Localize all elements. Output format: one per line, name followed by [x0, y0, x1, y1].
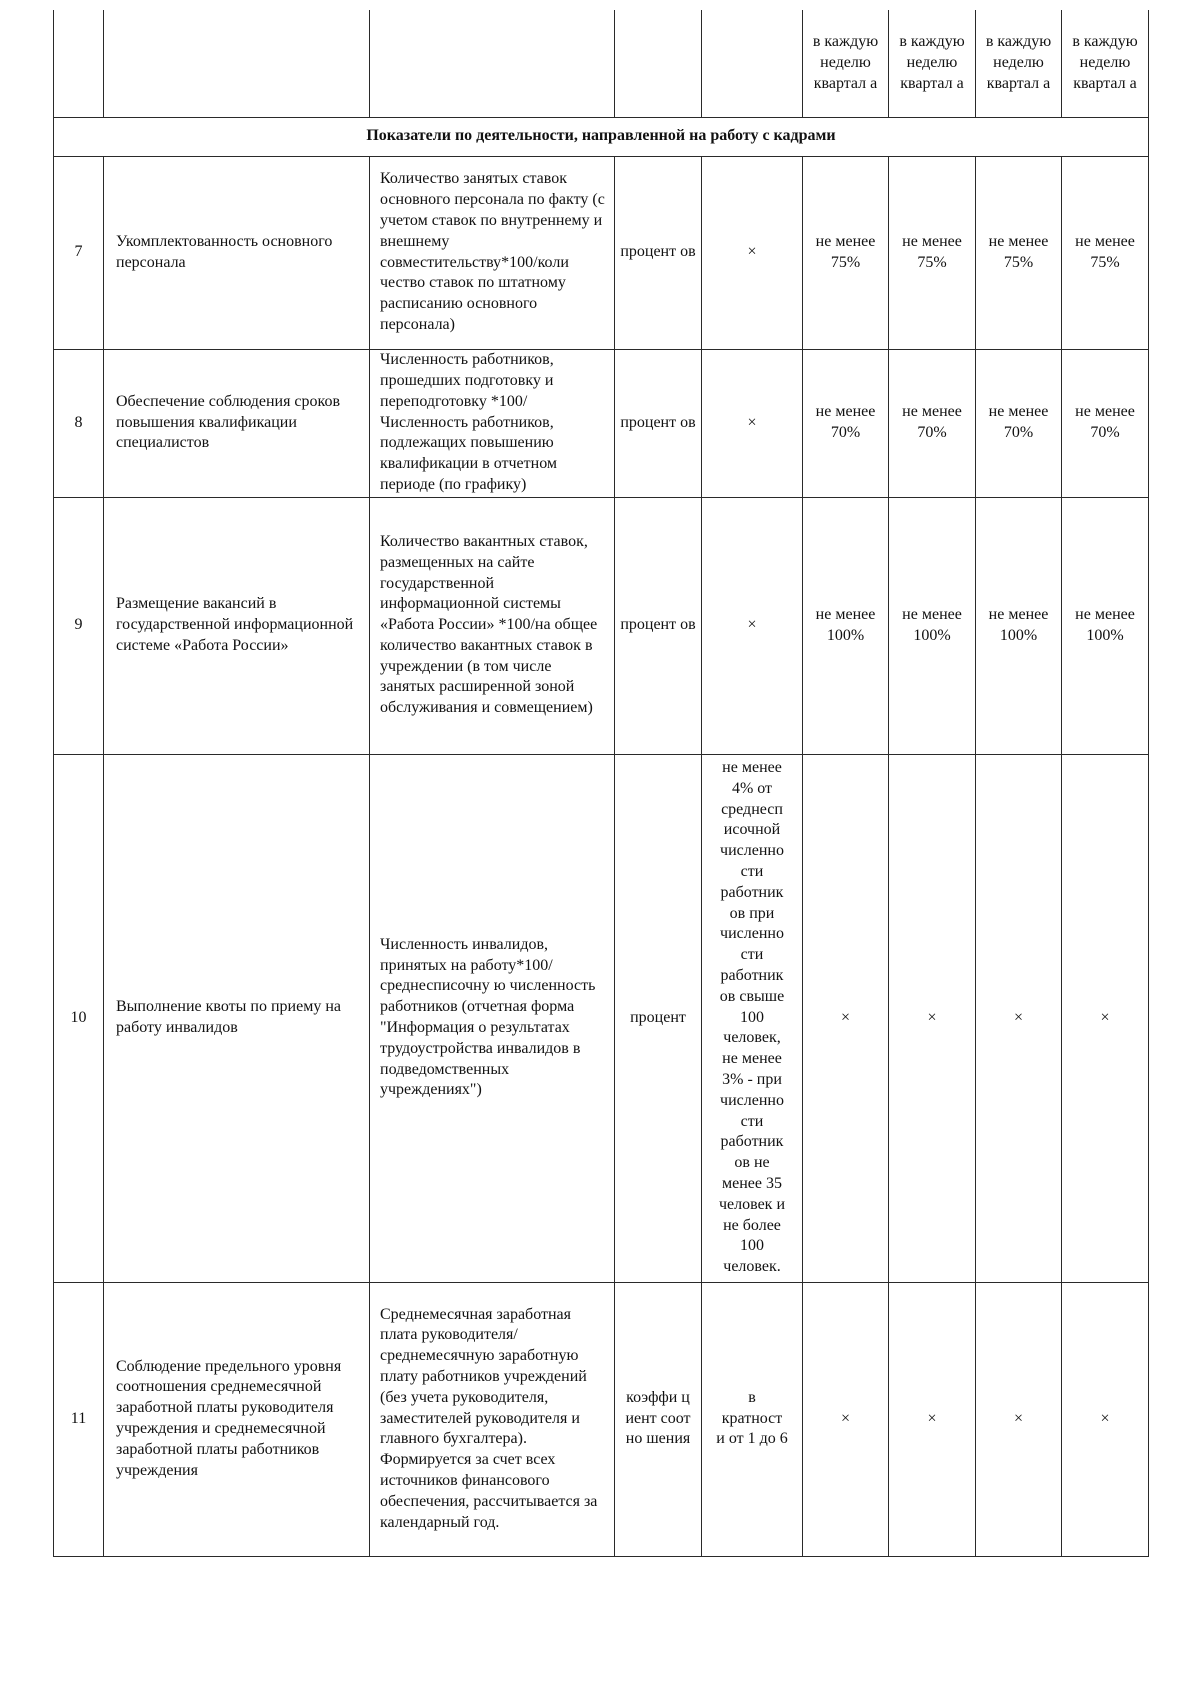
target-value [889, 349, 976, 497]
target-value [803, 497, 889, 754]
row-number: 11 [54, 1282, 104, 1556]
row-number: 8 [54, 349, 104, 497]
empty-cell [615, 10, 702, 117]
calculation-formula: Количество занятых ставок основного персонала по факту (с учетом ставок по внутреннему и внешнему совместительству*100/коли чество ставок по штатному расписанию основного персонала) [370, 156, 615, 349]
period-cell [976, 10, 1062, 117]
table-row [54, 754, 1149, 1282]
unit-text: коэффи циент соотно шения [625, 1388, 691, 1448]
target-text: не менее 100% [988, 605, 1049, 644]
period-text: в каждую неделю квартал а [1072, 33, 1138, 92]
target-text: не менее 100% [815, 605, 876, 644]
unit-of-measure [615, 156, 702, 349]
empty-cell [54, 10, 104, 117]
target-value [976, 349, 1062, 497]
continuation-row [54, 10, 1149, 117]
indicator-name: Укомплектованность основного персонала [104, 156, 370, 349]
target-value: × [889, 754, 976, 1282]
unit-text: процент ов [620, 413, 696, 431]
target-value: × [1062, 1282, 1149, 1556]
target-text: не менее 75% [1075, 232, 1135, 271]
period-cell [803, 10, 889, 117]
target-text: не менее 70% [902, 403, 962, 441]
norm-value [702, 1282, 803, 1556]
empty-cell [370, 10, 615, 117]
calculation-formula: Количество вакантных ставок, размещенных на сайте государственной информационной системы «Работа России» *100/на общее количество вакантных ставок в учреждении (в том числе занятых расширенной зоной обслуживания и совмещением) [370, 497, 615, 754]
unit-text: процент ов [620, 616, 696, 634]
target-text: не менее 75% [815, 232, 876, 271]
period-text: в каждую неделю квартал а [899, 33, 965, 92]
target-value: × [803, 1282, 889, 1556]
norm-text: не менее 4% от среднесп исочной численно сти работник ов при численно сти работник ов свыше 100 человек, не менее 3% - при численно сти работник ов не менее 35 человек и не более 100 человек. [718, 759, 786, 1276]
unit-of-measure [615, 497, 702, 754]
indicator-name: Выполнение квоты по приему на работу инвалидов [104, 754, 370, 1282]
indicators-table [53, 10, 1149, 1557]
target-value [1062, 349, 1149, 497]
unit-text: процент ов [620, 243, 696, 261]
calculation-formula: Численность работников, прошедших подготовку и переподготовку *100/ Численность работников, подлежащих повышению квалификации в отчетном периоде (по графику) [370, 349, 615, 497]
target-value [1062, 156, 1149, 349]
empty-cell [702, 10, 803, 117]
section-row [54, 117, 1149, 156]
target-text: не менее 100% [1075, 605, 1135, 644]
target-value [1062, 497, 1149, 754]
norm-value: × [702, 349, 803, 497]
table-row [54, 1282, 1149, 1556]
target-value: × [976, 1282, 1062, 1556]
norm-value [702, 754, 803, 1282]
target-value [803, 156, 889, 349]
target-value [803, 349, 889, 497]
unit-of-measure [615, 1282, 702, 1556]
target-value: × [889, 1282, 976, 1556]
calculation-formula: Среднемесячная заработная плата руководителя/ среднемесячную заработную плату работников учреждений (без учета руководителя, заместителей руководителя и главного бухгалтера). Формируется за счет всех источников финансового обеспечения, рассчитывается за календарный год. [370, 1282, 615, 1556]
period-text: в каждую неделю квартал а [812, 33, 879, 92]
target-value [889, 156, 976, 349]
indicator-name: Обеспечение соблюдения сроков повышения квалификации специалистов [104, 349, 370, 497]
norm-text: в кратност и от 1 до 6 [716, 1388, 788, 1448]
period-cell [1062, 10, 1149, 117]
norm-value: × [702, 156, 803, 349]
target-text: не менее 75% [902, 232, 962, 271]
target-text: не менее 70% [815, 403, 876, 441]
target-value: × [976, 754, 1062, 1282]
table-row [54, 156, 1149, 349]
target-value [976, 156, 1062, 349]
target-value: × [803, 754, 889, 1282]
target-text: не менее 100% [902, 605, 962, 644]
target-text: не менее 70% [1075, 403, 1135, 441]
target-text: не менее 75% [988, 232, 1049, 271]
row-number: 10 [54, 754, 104, 1282]
target-value [976, 497, 1062, 754]
table-row [54, 497, 1149, 754]
indicator-name: Размещение вакансий в государственной информационной системе «Работа России» [104, 497, 370, 754]
calculation-formula: Численность инвалидов, принятых на работу*100/среднесписочну ю численность работников (отчетная форма "Информация о результатах трудоустройства инвалидов в подведомственных учреждениях") [370, 754, 615, 1282]
row-number: 9 [54, 497, 104, 754]
indicator-name: Соблюдение предельного уровня соотношения среднемесячной заработной платы руководителя учреждения и среднемесячной заработной платы работников учреждения [104, 1282, 370, 1556]
target-value [889, 497, 976, 754]
period-cell [889, 10, 976, 117]
section-title: Показатели по деятельности, направленной на работу с кадрами [54, 117, 1149, 156]
target-value: × [1062, 754, 1149, 1282]
empty-cell [104, 10, 370, 117]
norm-value: × [702, 497, 803, 754]
table-row [54, 349, 1149, 497]
unit-of-measure [615, 349, 702, 497]
unit-of-measure: процент [615, 754, 702, 1282]
row-number: 7 [54, 156, 104, 349]
target-text: не менее 70% [988, 403, 1049, 441]
period-text: в каждую неделю квартал а [985, 33, 1052, 92]
